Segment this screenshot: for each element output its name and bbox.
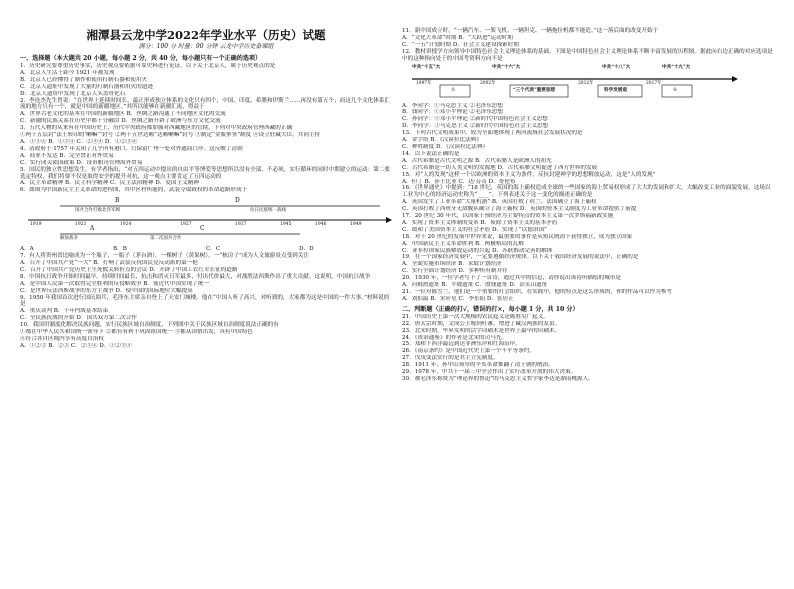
question-line: A．召开了中国共产党“一大” B．打响了武装反抗国民党反动派的第一枪	[20, 260, 198, 267]
question-line: ①两千五层封“法王转印的‘喇嘛’”封号 ②两千五世达赖“达赖喇嘛”封号 ③制定“金瓶掣签”制度 ④设立驻藏大臣，共同主持	[20, 132, 321, 139]
question-line: A．李同学：①马克思主义 ②毛泽东思想	[402, 102, 503, 109]
question-line: 8．中国抗日战争开始时间最早，持续时间最长，抗击和消灭日军最多，付出代价最大，对战胜法西斯作出了重大贡献。这说明，中国抗日战争	[20, 273, 371, 280]
question-line: C．亚非拉国家民族解放运动的兴起 D．苏联推动完善的解体	[402, 247, 553, 254]
timeline-year: 1927	[180, 222, 192, 228]
section-heading: 一、选择题（本大题共 20 小题，每小题 2 分，共 40 分，每小题只有一个正确的选项）	[20, 55, 262, 62]
question-line: 20．1930 年，一位学者写下了一首诗，通过其中的信息，请你说出该诗所描绘的城市是	[402, 275, 621, 282]
tf-item: 30．被毛泽东称赞为“理论界的鲁迅”的马克思主义哲学家李达是湖南桃源人。	[402, 375, 594, 382]
question-line: D．北京人遗址中发现了北京人头盖骨化石	[20, 90, 126, 97]
question-line: A．全面实施市场经济 B．采取计划经济	[402, 261, 502, 268]
question-line: A．①③④ B．①③④ C．②③④ D．①②③④	[20, 138, 138, 145]
theory-label-15: 中共“十五”大	[412, 64, 441, 70]
theory-year: 2012年	[578, 80, 594, 86]
theory-timeline-figure	[402, 65, 774, 101]
theory-year: 2002年	[480, 80, 496, 86]
timeline-note-b: 抗日民族统一战线	[250, 208, 286, 214]
timeline-year: 1921	[75, 222, 87, 228]
timeline-year: 1937	[235, 222, 247, 228]
question-line: ①都在中华人民共和国统一领导下 ②都有有利于巩固祖国统一 ③都从国情出发，具有中国特色	[20, 329, 253, 336]
question-line: C．孙同学：①邓小平理论 ②新时代中国特色社会主义思想	[402, 116, 548, 123]
question-line: 13．下列古代文明成果中，较为全面地体现了两河流域社会发展状况的是	[402, 130, 583, 137]
question-line: C．新疆的民族关系在历史中都十分融洽 D．丝绸之路开辟了欧洲与东方文化交流	[20, 118, 221, 125]
question-line: 16．《世界通史》中提到：“18 世纪，英国的海上霸权造成全球的一些国家的海上贸易权形成了大大的发展和扩大，大幅改变工业的面貌发展，这场以工业为中心的经济运动史称为“____”。下列表述关于这一变化的描述正确的是	[402, 185, 771, 199]
question-line: 7．有人将贵州省比喻成为一个瓶子，一瓶子（茅台酒），一棵树子（黄果树），一“栋房子”成为人文旅游景点受到关注	[20, 253, 309, 260]
question-line: C．实行全面计划经济 D．多种所有制并存	[402, 268, 508, 275]
question-line: 6．如图为中国新民主主义革命的进程图，其中区村所能的，武装夺取政权的革命道路形成于	[20, 187, 248, 194]
question-line: 11．新中国成立时，“一辆汽车、一架飞机、一辆坦克、一辆拖拉机都不能造。”这一落后面的改变开始于	[402, 28, 659, 34]
theory-year: 1997年	[416, 80, 432, 86]
option-d: D．D	[299, 246, 314, 253]
question-line: C．“一五”计划时期 D．社会主义建设探索时期	[402, 41, 519, 48]
theory-box: “三个代表”重要思想	[513, 87, 556, 93]
option-b: B．B	[113, 246, 127, 253]
question-line: 17．20 世纪 30 年代，以国家干预经济为主要特点的资本主义第一次罗斯福新政实施	[402, 213, 614, 220]
question-line: A．河姆渡遗址 B．半坡遗址 C．殷墟遗址 D．彭头山遗址	[402, 282, 548, 289]
question-line: B．钱同学：①邓小平理论 ②毛泽东思想	[402, 109, 503, 116]
tf-item: 24．《资治通鉴》的作者是北宋的司马光。	[402, 334, 508, 341]
tf-item: 23．北宋时期，毕昇发明的活字印刷术是世界上最早的印刷术。	[402, 327, 561, 334]
theory-label-16: 中共“十六”大	[492, 64, 521, 70]
timeline-label-a: B	[115, 197, 120, 205]
exam-meta: 满分：100 分 时量：90 分钟 云龙中学历史备课组	[138, 43, 274, 50]
timeline-note-c: 第二次国共合作	[150, 236, 182, 242]
timeline-label-d: D	[235, 197, 240, 205]
question-line: 5．国民的独立性思想发生，有学者指出，“对五四运动中提出的自由平等博爱等思想所以没有全部，不必须，实行循环的同时中期建立的运动：第二要选定特权，我们将要不仅是取得安全的提升对抗，这一观点主要肯定了五四运动的	[20, 166, 391, 180]
tf-item: 27．戊戌变法实行的是君主立宪制度。	[402, 355, 499, 362]
question-line: A．但丁 B．莎士比亚 C．达·芬奇 D．哥伦布	[402, 178, 516, 185]
timeline-note-top: 国共合作打败北洋军阀	[75, 208, 120, 214]
theory-year: 2017年	[646, 80, 662, 86]
question-line: 15．对“人的发现”这样一个以欧洲的资本主义为条件，反抗封建神学的思想解放运动，这是“人的发现”	[402, 171, 656, 178]
question-line: 19．在一个国家经济发展中，一定要遵循经济规律。以下关于我国经济发展的说法中，正确的是	[402, 254, 639, 261]
question-line: A．刘伯温 B．宋应星 C．李东阳 D．张居正	[402, 295, 514, 302]
question-line: 10．我国用制度化解决民族问题，实行民族区域自治制度，下列图中关于民族区域自治制度说法正确的有	[20, 322, 279, 329]
question-line: C．种姓制度 D．《汉谟拉比法典》	[402, 143, 489, 150]
timeline-year: 1949	[350, 222, 362, 228]
question-line: A．是中国人民第一次取得完全胜利的反侵略战争 B．使近代中国实现了统一	[20, 280, 209, 287]
question-line: C．全民族抗战的开始 D．国共双方第二次合作	[20, 315, 137, 322]
question-line: D．李同学：①马克思主义 ②新时代中国特色社会主义思想	[402, 123, 549, 130]
tf-item: 25．郑和下西洋最远到达非洲东岸和红海沿岸。	[402, 341, 521, 348]
tf-item: 22．唐太宗时期，文成公主嫁到吐蕃，增进了藏汉两族的友谊。	[402, 320, 561, 327]
question-line: 9．1950 年我国首次进行国庆阅兵，毛泽东主席亲自登上了天安门城楼。他在“中国人听了高兴，对听到的，大家都为这是中国的一件大事。”材料说的是	[20, 294, 390, 308]
timeline-figure	[20, 196, 392, 244]
timeline-label-c: C	[200, 225, 205, 233]
question-line: 2．李连杰先生曾说：“在世界上延续时间长、最正形成独立体系的文化只有四个，中国、印度、希腊和伊斯兰……再没有第五个；而这几个文化体系汇流的地方只有一个，就是中国的新疆地区。”其所以能够在新疆汇流，得益于	[20, 97, 391, 111]
option-c: C．C	[206, 246, 221, 253]
timeline-year: 1924	[120, 222, 132, 228]
question-line: 4．清政府于 1757 年关闭了几乎所有港口，只保留广州一处对外通商口岸。这反映了清朝	[20, 145, 243, 152]
question-line: A．商业不发达 B．完全禁止对外贸易	[20, 152, 114, 159]
question-line: 14．以下说法正确的是	[402, 150, 460, 157]
question-line: C．古代希腊是一切人类文明的发源地 D．古代希腊文明促进了西方世界的发展	[402, 164, 598, 171]
question-line: A．北京人生活于距今 1921 年被发现	[20, 69, 115, 76]
question-line: C．英国打败了西班牙无敌舰队确立了海上霸权 D．英国的资本主义制度为工业革命提供了前提	[402, 206, 637, 213]
question-line: A．民主革命精神 B．民主科学精神 C．民主法治精神 D．爱国主义精神	[20, 180, 199, 187]
question-line: A．英国发生了工业革命“大量机器” B．英国打败了荷兰、法国确立了海上霸权	[402, 199, 597, 206]
question-line: 18．对于 20 世纪的发展中世界来说，最重要的事件是从殖民统治下获得独立，成为独立国家	[402, 233, 633, 240]
section-heading: 二、判断题（正确的打√，错误的打×，每小题 1 分，共 10 分）	[402, 305, 579, 313]
theory-box: 科学发展观	[604, 87, 627, 93]
timeline-year: 1945	[280, 222, 292, 228]
left-column	[20, 0, 392, 561]
theory-label-18: 中共“十八”大	[602, 64, 631, 70]
question-line: C．是世界反法西斯战争的东方主战争 D．使中国的国际地位大幅提高	[20, 287, 193, 294]
theory-box: ②	[451, 87, 456, 93]
timeline-year: 1946	[315, 222, 327, 228]
question-line: A．实现了资本主义体制的变革 B．废除了资本主义的基本矛盾	[402, 219, 558, 226]
option-a: A．A	[20, 246, 34, 253]
tf-item: 29．1978 年，中共十一届三中全会作出了实行改革开放的伟大决策。	[402, 369, 577, 376]
question-line: C．召开了中国共产党历史上生死攸关转折点的会议 D．开辟了中国工农红军长征的道路	[20, 266, 238, 273]
tf-item: 26．《南京条约》是中国近代史上第一个不平等条约。	[402, 348, 535, 355]
question-line: B．北京人已经懂得了制作和使用打制石器和使用火	[20, 76, 148, 83]
question-line: A．①②③ B．②③ C．②③④ D．①②③④	[20, 342, 132, 349]
question-line: C．实行闭关锁国政策 D．设市舶司管理海外贸易	[20, 159, 143, 166]
tf-item: 28．1911 年，孙中山领导的辛亥革命推翻了清王朝的统治。	[402, 362, 554, 369]
page-title: 湘潭县云龙中学2022年学业水平（历史）试题	[86, 28, 326, 42]
timeline-label-a: A	[90, 225, 95, 233]
question-line: A．金字塔 B．《汉谟拉比法典》	[402, 137, 482, 144]
right-column	[402, 0, 774, 589]
question-line: A．世界古老文化的基本在中国的新疆地区 B．丝绸之路沟通了不同地区文化的交流	[20, 111, 226, 118]
question-line: A．重庆谈判 B．十年内战基本结束	[20, 308, 109, 315]
theory-box: ⑤	[673, 87, 678, 93]
question-line: 1．历史研究要尊重历史事实，历史观点要依据可靠史料进行论证。以下关于北京人，属于历史观点的是	[20, 63, 276, 69]
question-line: A．“文化大革命”时期 B．“大跃进”运动时期	[402, 34, 513, 41]
timeline-year: 1919	[30, 222, 42, 228]
question-line: 12．教材讲授学方向领导中国特色社会主义理论体系的基础。下图是中国特色社会主义理论体系不断丰富发展的历程图。据此向右边正确的对应选项是中的这种指向处于的中国考资料方向不是	[402, 48, 773, 62]
question-line: 21．一位对陈雪兰，他们是一个重要的社会组织，在实践中，他的特点是这么形成的，你的作品可以作为参考	[402, 289, 673, 295]
question-line: ④符合各自区域内享有高度自治权	[20, 336, 104, 342]
question-line: A．古代希腊是古代文明之源 B．古代希腊人是欧洲人的祖先	[402, 157, 552, 164]
theory-label-19: 中共“十九”大	[662, 64, 691, 70]
question-line: C．北京人遗址中发现了大量的打制石器和用火的遗迹	[20, 83, 153, 90]
tf-item: 21．中国历史上第一次大规模的农民起义是陈胜吴广起义。	[402, 313, 549, 320]
question-line: C．缓和了美国资本主义的社会矛盾 D．实现了“以德治国”	[402, 226, 547, 233]
question-line: 3．五代人物的从来有在中国历史上，历代中央政府都加强对西藏地区的管辖，下列对中央政府管理西藏的正确	[20, 125, 293, 132]
question-line: A．中国新民主主义革命胜利 B．两极格局的瓦解	[402, 240, 524, 247]
timeline-note-bottom: 解放战争	[60, 236, 78, 242]
